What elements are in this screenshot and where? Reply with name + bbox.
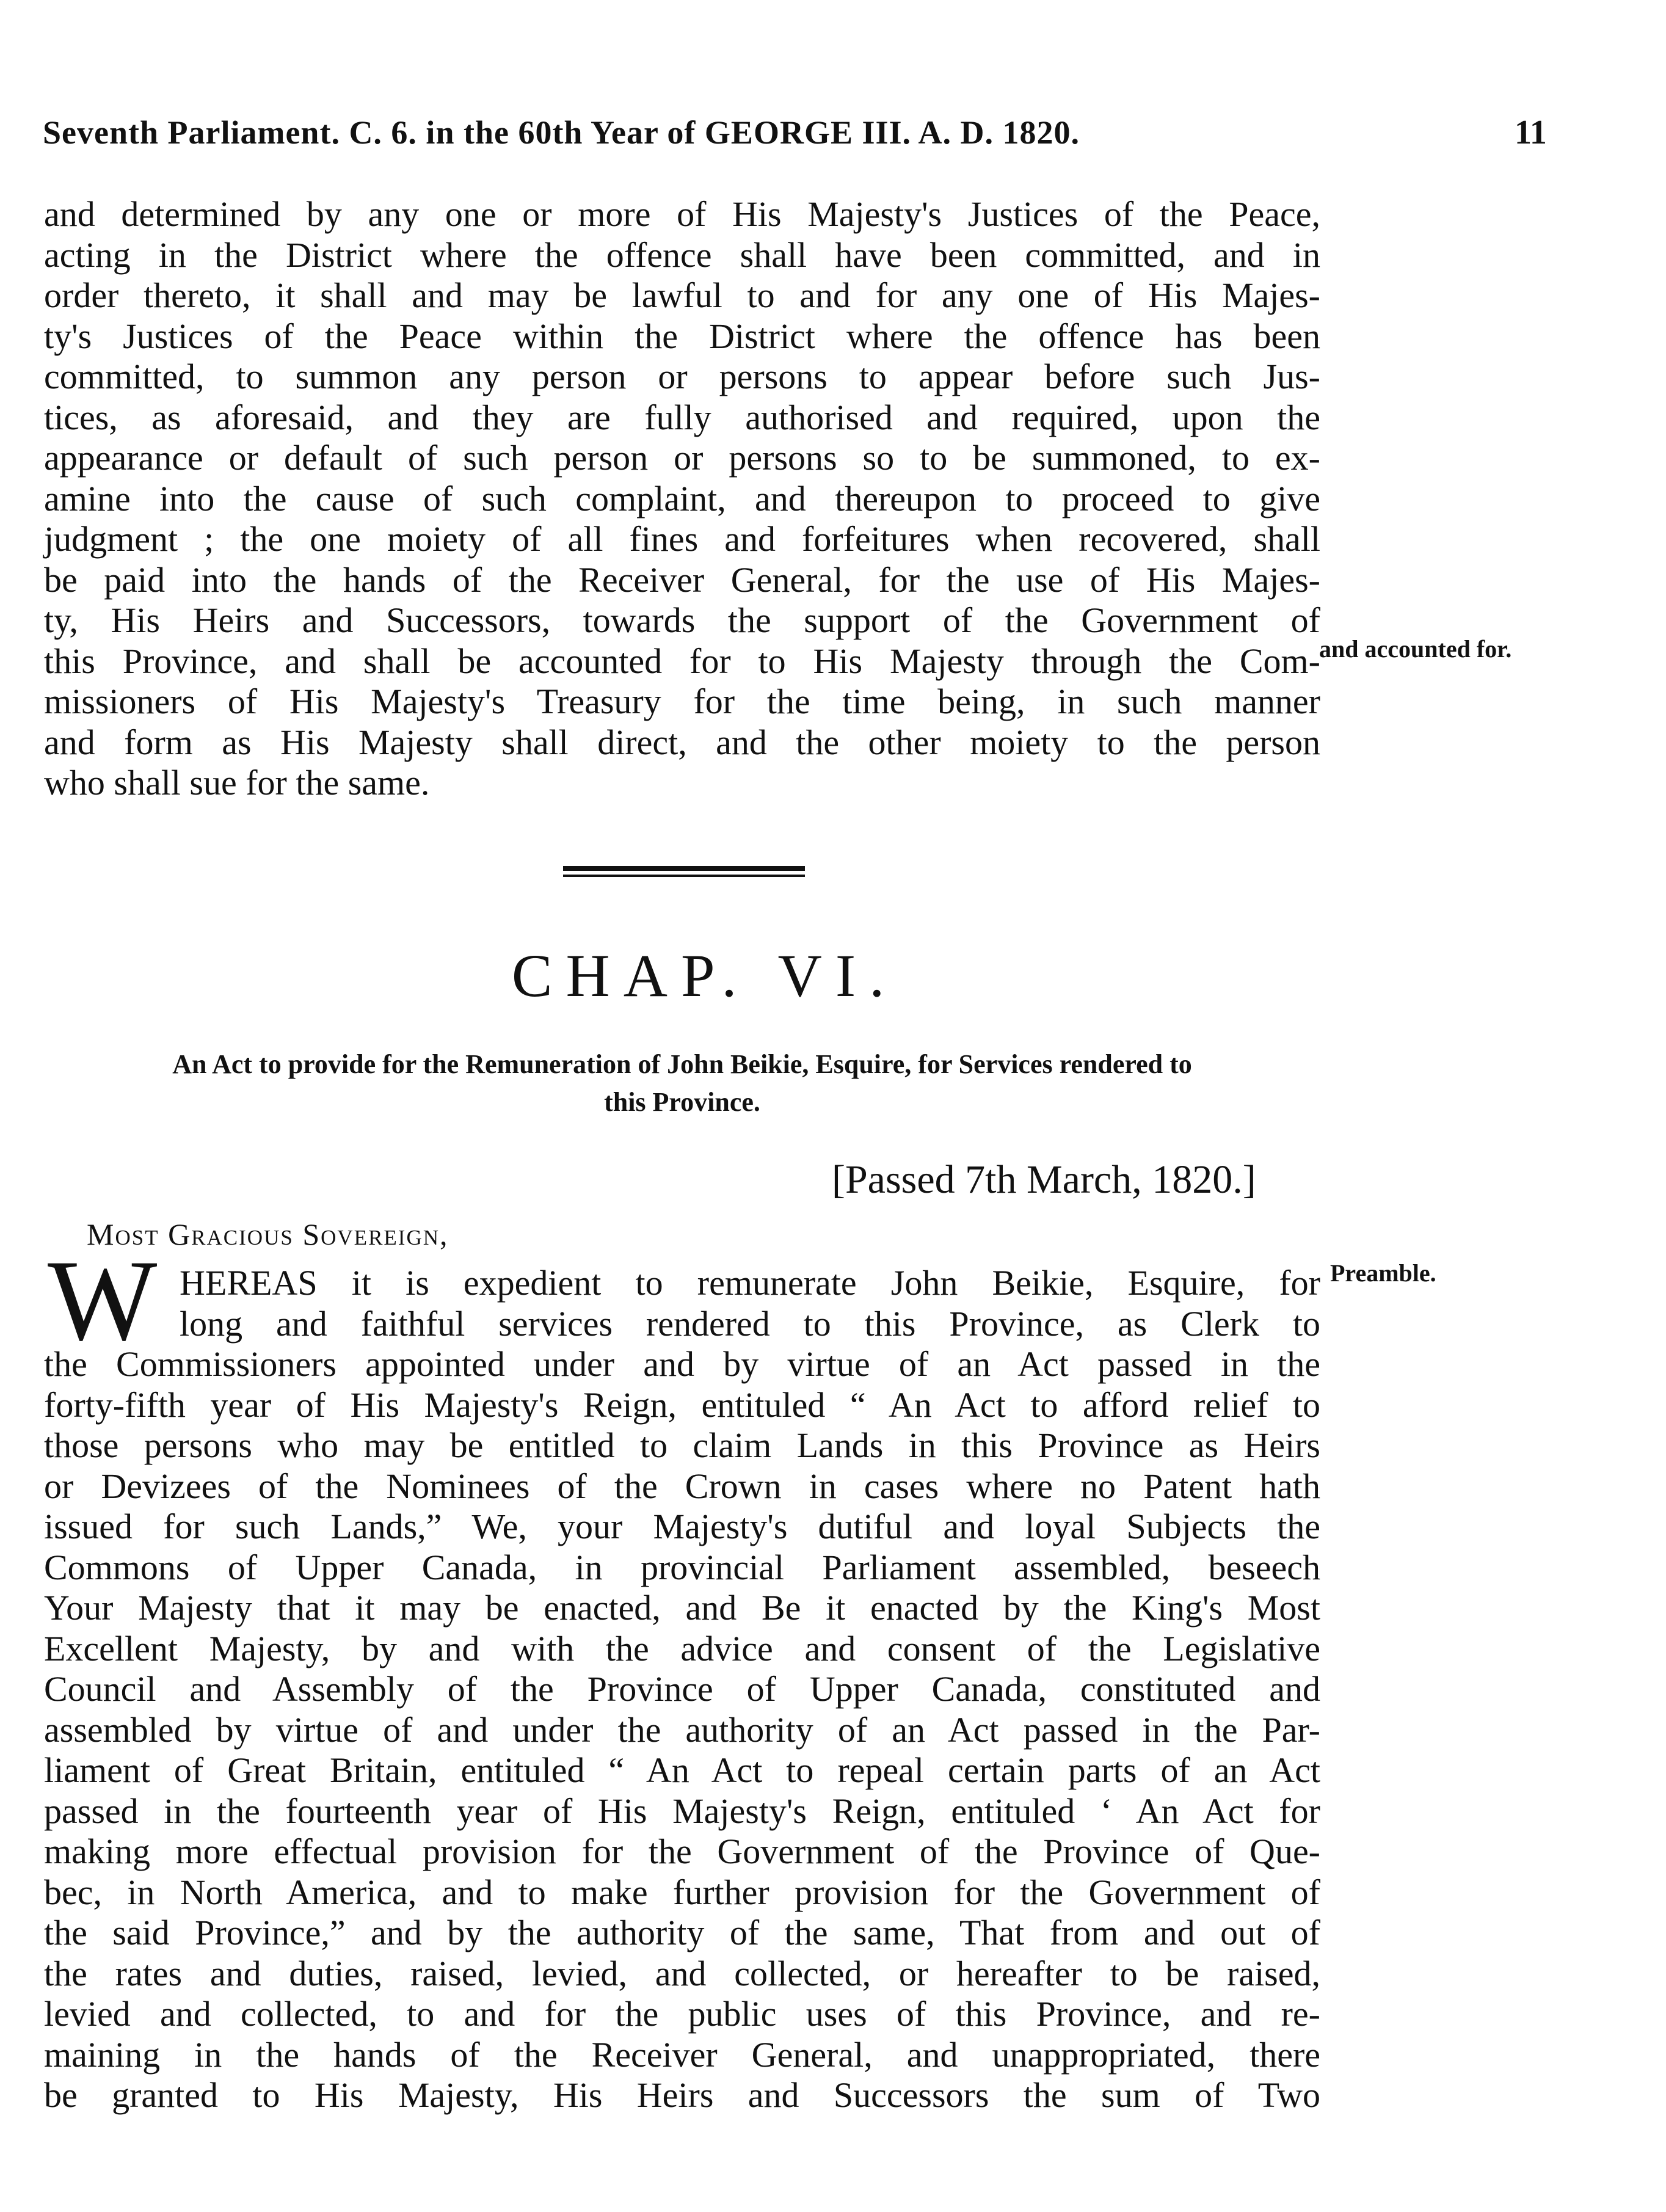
text-line: assembled by virtue of and under the authority of an Act passed in the Par-: [44, 1709, 1320, 1750]
text-line: and form as His Majesty shall direct, and the other moiety to the person: [44, 722, 1320, 762]
text-line: who shall sue for the same.: [44, 763, 430, 802]
text-line: forty-fifth year of His Majesty's Reign, entituled “ An Act to afford relief to: [44, 1384, 1320, 1425]
separator-thick-line: [563, 866, 805, 871]
text-line: missioners of His Majesty's Treasury for the time being, in such manner: [44, 682, 1320, 721]
page-number: 11: [1515, 114, 1547, 151]
text-line: bec, in North America, and to make further provision for the Government of: [44, 1872, 1320, 1912]
text-line: be paid into the hands of the Receiver General, for the use of His Majes-: [44, 559, 1320, 600]
text-line: or Devizees of the Nominees of the Crown in cases where no Patent hath: [44, 1466, 1320, 1506]
text-line: issued for such Lands,” We, your Majesty's dutiful and loyal Subjects the: [44, 1507, 1320, 1546]
text-line: appearance or default of such person or persons so to be summoned, to ex-: [44, 438, 1320, 478]
text-line: the rates and duties, raised, levied, and collected, or hereafter to be raised,: [44, 1953, 1320, 1993]
margin-note-accounted-for: and accounted for.: [1319, 635, 1512, 663]
running-header: [43, 111, 1570, 154]
act-title-line: this Province.: [604, 1087, 760, 1117]
act-title-line: An Act to provide for the Remuneration of John Beikie, Esquire, for Services rendered to: [172, 1049, 1192, 1079]
text-line: tices, as aforesaid, and they are fully authorised and required, upon the: [44, 397, 1320, 437]
text-line: amine into the cause of such complaint, and thereupon to proceed to give: [44, 478, 1320, 518]
salutation: Most Gracious Sovereign,: [87, 1217, 449, 1251]
text-line: the Commissioners appointed under and by virtue of an Act passed in the: [44, 1344, 1320, 1384]
text-line: ty, His Heirs and Successors, towards the support of the Government of: [44, 600, 1320, 640]
margin-note-preamble: Preamble.: [1330, 1259, 1436, 1287]
text-line: liament of Great Britain, entituled “ An Act to repeal certain parts of an Act: [44, 1750, 1320, 1790]
text-line: Excellent Majesty, by and with the advice and consent of the Legislative: [44, 1628, 1320, 1668]
text-line: the said Province,” and by the authority of the same, That from and out of: [44, 1913, 1320, 1952]
text-line: this Province, and shall be accounted for to His Majesty through the Com-: [44, 641, 1320, 681]
chapter-heading: CHAP. VI.: [511, 942, 898, 1010]
text-line: Your Majesty that it may be enacted, and Be it enacted by the King's Most: [44, 1588, 1320, 1628]
text-line: Council and Assembly of the Province of Upper Canada, constituted and: [44, 1669, 1320, 1709]
text-line: order thereto, it shall and may be lawful to and for any one of His Majes-: [44, 275, 1320, 315]
text-line: committed, to summon any person or persons to appear before such Jus-: [44, 357, 1320, 396]
continued-paragraph: [44, 194, 1320, 804]
act-title: [44, 1046, 1320, 1121]
text-line: levied and collected, to and for the public uses of this Province, and re-: [44, 1994, 1320, 2034]
preamble-paragraph: [44, 1263, 1320, 2116]
text-line: be granted to His Majesty, His Heirs and Successors the sum of Two: [44, 2075, 1320, 2115]
text-line: ty's Justices of the Peace within the District where the offence has been: [44, 316, 1320, 356]
running-title: Seventh Parliament. C. 6. in the 60th Year of GEORGE III. A. D. 1820.: [43, 114, 1080, 151]
text-line: long and faithful services rendered to this Province, as Clerk to: [180, 1303, 1320, 1344]
drop-cap-letter: W: [48, 1237, 158, 1365]
text-line: making more effectual provision for the Government of the Province of Que-: [44, 1832, 1320, 1871]
text-line: acting in the District where the offence shall have been committed, and in: [44, 235, 1320, 275]
section-separator-rule: [563, 866, 805, 879]
text-line: those persons who may be entitled to claim Lands in this Province as Heirs: [44, 1425, 1320, 1465]
separator-thin-line: [563, 875, 805, 877]
text-line: maining in the hands of the Receiver General, and unappropriated, there: [44, 2034, 1320, 2075]
passed-date: [Passed 7th March, 1820.]: [832, 1157, 1256, 1202]
text-line: passed in the fourteenth year of His Majesty's Reign, entituled ‘ An Act for: [44, 1791, 1320, 1831]
text-line: and determined by any one or more of His Majesty's Justices of the Peace,: [44, 194, 1320, 234]
text-line: judgment ; the one moiety of all fines and forfeitures when recovered, shall: [44, 519, 1320, 559]
text-line: HEREAS it is expedient to remunerate John Beikie, Esquire, for: [180, 1263, 1320, 1303]
text-line: Commons of Upper Canada, in provincial Parliament assembled, beseech: [44, 1547, 1320, 1587]
